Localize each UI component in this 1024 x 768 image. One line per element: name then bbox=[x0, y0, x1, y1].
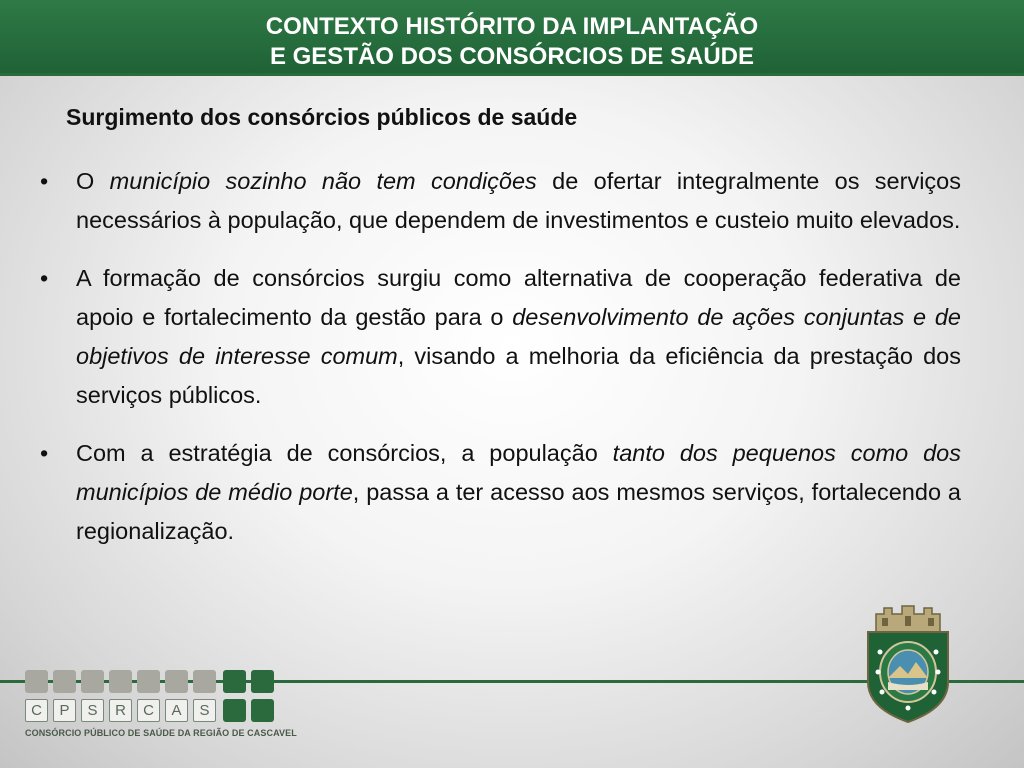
logo-square bbox=[223, 699, 246, 722]
bullet-text: , visando a melhoria da eficiência da prestação dos serviços públicos. bbox=[76, 343, 961, 408]
slide-header bbox=[0, 0, 1024, 76]
logo-square bbox=[193, 670, 216, 693]
logo-square bbox=[81, 670, 104, 693]
bullet-emphasis: município sozinho não tem condições bbox=[109, 168, 537, 194]
logo-square bbox=[251, 699, 274, 722]
logo-letter: S bbox=[81, 699, 104, 722]
logo-letter: A bbox=[165, 699, 188, 722]
section-subtitle: Surgimento dos consórcios públicos de saúde bbox=[66, 104, 578, 130]
bullet-list bbox=[40, 162, 961, 570]
bullet-text: Com a estratégia de consórcios, a população bbox=[76, 440, 613, 466]
logo-square bbox=[25, 670, 48, 693]
logo-letter: P bbox=[53, 699, 76, 722]
logo-letter: C bbox=[137, 699, 160, 722]
bullet-text: , passa a ter acesso aos mesmos serviços, fortalecendo a regionalização. bbox=[76, 479, 961, 544]
header-title-line1: CONTEXTO HISTÓRITO DA IMPLANTAÇÃO bbox=[265, 13, 759, 40]
bullet-emphasis: tanto dos pequenos como dos municípios de médio porte bbox=[76, 440, 961, 505]
logo-letter: C bbox=[25, 699, 48, 722]
bullet-dot: • bbox=[40, 440, 49, 466]
bullet-item-2 bbox=[40, 259, 961, 415]
bullet-item-1 bbox=[40, 162, 961, 240]
logo-letter: R bbox=[109, 699, 132, 722]
bullet-emphasis: desenvolvimento de ações conjuntas e de objetivos de interesse comum bbox=[76, 304, 962, 369]
header-title-line2: E GESTÃO DOS CONSÓRCIOS DE SAÚDE bbox=[269, 43, 755, 70]
logo-square bbox=[53, 670, 76, 693]
bullet-dot: • bbox=[40, 168, 49, 194]
logo-letter: S bbox=[193, 699, 216, 722]
logo-square bbox=[109, 670, 132, 693]
logo-caption: CONSÓRCIO PÚBLICO DE SAÚDE DA REGIÃO DE CASCAVEL bbox=[25, 728, 297, 738]
logo-square bbox=[137, 670, 160, 693]
bullet-text: O bbox=[76, 168, 110, 194]
logo-square bbox=[251, 670, 274, 693]
bullet-text: de ofertar integralmente os serviços necessários à população, que dependem de investimentos e custeio muito elevados. bbox=[76, 168, 961, 233]
bullet-text: A formação de consórcios surgiu como alternativa de cooperação federativa de apoio e fortalecimento da gestão para o bbox=[76, 265, 961, 330]
logo-square bbox=[165, 670, 188, 693]
bullet-dot: • bbox=[40, 265, 49, 291]
bullet-item-3 bbox=[40, 434, 961, 551]
ceara-coat-of-arms-icon bbox=[858, 602, 958, 726]
logo-square bbox=[223, 670, 246, 693]
